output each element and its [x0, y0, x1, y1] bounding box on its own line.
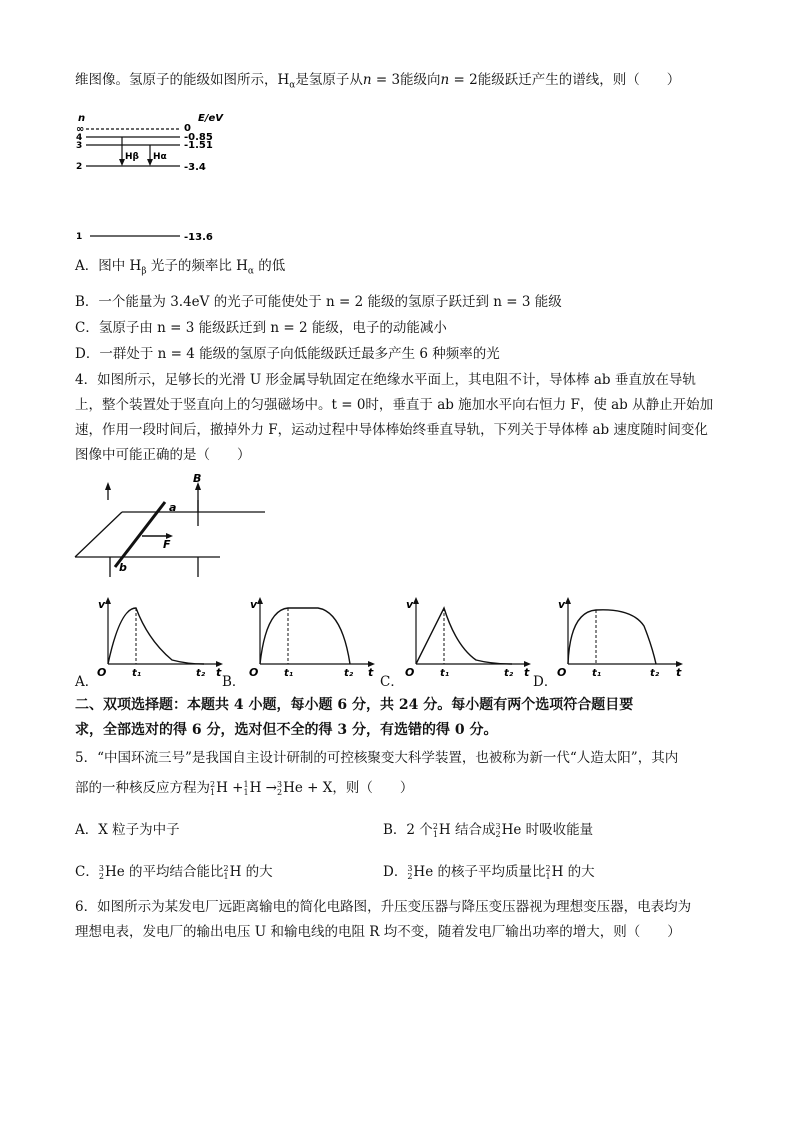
q6-line-1: 6．如图所示为某发电厂远距离输电的简化电路图，升压变压器与降压变压器视为理想变压器，电表均为 [75, 899, 692, 915]
svg-text:O: O [557, 666, 567, 678]
q4-line-3: 速，作用一段时间后，撤掉外力 F，运动过程中导体棒始终垂直导轨，下列关于导体棒 ab 速度随时间变化 [75, 422, 708, 438]
section2-heading-2: 求，全部选对的得 6 分，选对但不全的得 3 分，有选错的得 0 分。 [75, 722, 498, 738]
q5-line-2: 部的一种核反应方程为 2 1 H + 1 1 H → 3 2 He + X，则（ ） [75, 779, 414, 797]
q5-line-1: 5．“中国环流三号”是我国自主设计研制的可控核聚变大科学装置，也被称为新一代“人造太阳”，其内 [75, 750, 679, 766]
choice-label-d[interactable]: D． [533, 674, 558, 690]
svg-text:v: v [98, 598, 106, 611]
svg-text:t₂: t₂ [504, 668, 514, 678]
level-e-inf: 0 [184, 123, 191, 134]
energy-level-diagram [70, 105, 250, 245]
choice-label-a[interactable]: A． [75, 674, 99, 690]
level-e-4: -0.85 [184, 132, 213, 143]
q5-option-b[interactable]: B．2 个 2 1 H 结合成 3 2 He 时吸收能量 [383, 821, 594, 839]
level-n-1: 1 [76, 232, 83, 242]
q5-option-a[interactable]: A．X 粒子为中子 [75, 822, 180, 838]
q4-line-4: 图像中可能正确的是（ ） [75, 447, 251, 463]
graph-a[interactable] [92, 596, 227, 678]
rod-a-label: a [169, 501, 177, 514]
field-b-label: B [193, 472, 202, 485]
q3-option-a[interactable]: A．图中 $H_\beta$ 光子的频率比 $H_\alpha$ 的低 [75, 258, 286, 277]
svg-text:v: v [406, 598, 414, 611]
q5-option-d[interactable]: D． 3 2 He 的核子平均质量比 2 1 H 的大 [383, 863, 595, 881]
q3-option-b[interactable]: B．一个能量为 3.4eV 的光子可能使处于 n = 2 能级的氢原子跃迁到 n = 3 能级 [75, 294, 562, 310]
level-n-2: 2 [76, 162, 83, 172]
q4-line-1: 4．如图所示，足够长的光滑 U 形金属导轨固定在绝缘水平面上，其电阻不计，导体棒 ab 垂直放在导轨 [75, 372, 696, 388]
e-axis-label: E/eV [198, 113, 224, 124]
q5-option-c[interactable]: C． 3 2 He 的平均结合能比 2 1 H 的大 [75, 863, 273, 881]
force-f-label: F [163, 538, 171, 551]
level-n-inf: ∞ [76, 124, 85, 135]
q4-line-2: 上，整个装置处于竖直向上的匀强磁场中。t = 0时，垂直于 ab 施加水平向右恒力 F，使 ab 从静止开始加 [75, 397, 714, 413]
h-beta-label: Hβ [125, 152, 139, 162]
level-e-1: -13.6 [184, 232, 213, 243]
svg-text:v: v [558, 598, 566, 611]
section2-heading-1: 二、双项选择题：本题共 4 小题，每小题 6 分，共 24 分。每小题有两个选项符合题目要 [75, 697, 634, 713]
svg-text:O: O [97, 666, 107, 678]
svg-text:t₁: t₁ [592, 668, 602, 678]
svg-text:t₁: t₁ [284, 668, 294, 678]
rod-b-label: b [119, 561, 127, 574]
q6-line-2: 理想电表，发电厂的输出电压 U 和输电线的电阻 R 均不变，随着发电厂输出功率的增大，则（ ） [75, 924, 681, 940]
q3-intro: 维图像。氢原子的能级如图所示，$H_\alpha$是氢原子从n = 3能级向n = 2能级跃迁产生的谱线，则（ ） [75, 72, 681, 91]
svg-text:t: t [368, 666, 374, 678]
svg-text:t: t [524, 666, 530, 678]
q3-option-c[interactable]: C．氢原子由 n = 3 能级跃迁到 n = 2 能级，电子的动能减小 [75, 320, 447, 336]
svg-text:t₂: t₂ [650, 668, 660, 678]
svg-text:t: t [676, 666, 682, 678]
svg-text:O: O [405, 666, 415, 678]
level-n-4: 4 [76, 133, 83, 143]
rail-figure [70, 472, 270, 582]
graph-c[interactable] [400, 596, 535, 678]
level-e-3: -1.51 [184, 140, 213, 151]
level-n-3: 3 [76, 141, 83, 151]
n-axis-label: n [78, 113, 86, 124]
choice-label-b[interactable]: B． [222, 674, 246, 690]
svg-text:O: O [249, 666, 259, 678]
svg-text:t₁: t₁ [132, 668, 142, 678]
svg-text:t: t [216, 666, 222, 678]
graph-b[interactable] [244, 596, 379, 678]
graph-d[interactable] [552, 596, 687, 678]
svg-text:t₂: t₂ [344, 668, 354, 678]
svg-text:t₂: t₂ [196, 668, 206, 678]
svg-text:v: v [250, 598, 258, 611]
level-e-2: -3.4 [184, 162, 206, 173]
choice-label-c[interactable]: C． [380, 674, 404, 690]
h-alpha-label: Hα [153, 152, 167, 162]
svg-text:t₁: t₁ [440, 668, 450, 678]
q3-option-d[interactable]: D．一群处于 n = 4 能级的氢原子向低能级跃迁最多产生 6 种频率的光 [75, 346, 500, 362]
